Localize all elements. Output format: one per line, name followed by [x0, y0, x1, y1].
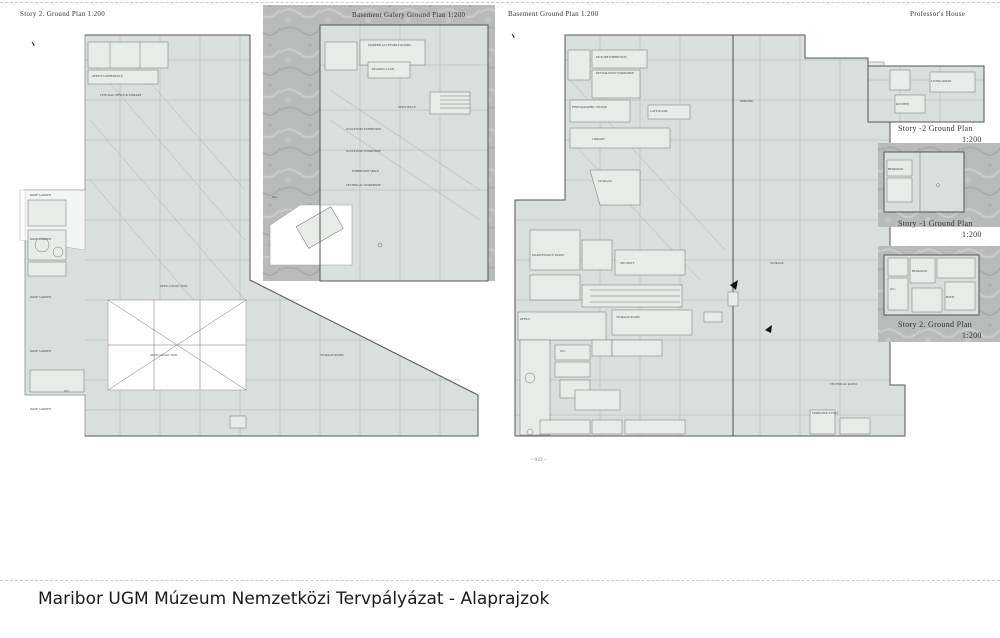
professors-house-plans: [868, 66, 1000, 342]
svg-text:BEDROOM: BEDROOM: [912, 269, 928, 273]
story-minus1-title: Story -1 Ground Plan: [898, 219, 973, 228]
svg-text:CENTRAL OFFICE & LIBRARY: CENTRAL OFFICE & LIBRARY: [100, 93, 142, 97]
page-number: - 022 -: [531, 458, 547, 463]
svg-text:W.C.: W.C.: [560, 349, 567, 353]
basement-gallery-plan-title: Basement Galery Ground Plan 1:200: [352, 11, 466, 19]
svg-text:MAINTENANCE ROOM: MAINTENANCE ROOM: [532, 253, 564, 257]
basement-gallery-plan: [263, 5, 495, 281]
north-arrow-icon: [512, 34, 514, 37]
bottom-dashed-rule: [0, 580, 1000, 581]
svg-text:ROOF GARDEN: ROOF GARDEN: [30, 349, 52, 353]
svg-text:ROOF GARDEN: ROOF GARDEN: [30, 295, 52, 299]
svg-text:OFFICE/CONFERENCE: OFFICE/CONFERENCE: [92, 74, 123, 78]
basement-plan: [515, 35, 905, 436]
svg-text:LIVING ROOM: LIVING ROOM: [931, 79, 952, 83]
svg-text:SCULPTURE WORKSHOP: SCULPTURE WORKSHOP: [346, 149, 381, 153]
svg-text:PHOTOGRAPHIC STUDIO: PHOTOGRAPHIC STUDIO: [572, 105, 607, 109]
professors-house-title: Professor's House: [910, 10, 966, 18]
svg-text:BATH: BATH: [946, 295, 954, 299]
svg-text:RESTORATION WORKSHOP: RESTORATION WORKSHOP: [596, 71, 634, 75]
story2-plan-title: Story 2. Ground Plan 1:200: [20, 10, 105, 18]
svg-text:STORAGE: STORAGE: [598, 179, 612, 183]
svg-text:LIBRARY: LIBRARY: [592, 137, 606, 141]
svg-text:SCULPTURE EXHIBITION: SCULPTURE EXHIBITION: [346, 127, 382, 131]
svg-text:ROOF GARDEN: ROOF GARDEN: [30, 237, 52, 241]
svg-text:EXHIBITION SPACE: EXHIBITION SPACE: [352, 169, 380, 173]
svg-text:OPEN COLLECTION: OPEN COLLECTION: [150, 353, 178, 357]
svg-text:OPEN SPACE: OPEN SPACE: [398, 105, 416, 109]
svg-text:TECHNICAL WORKSHOP: TECHNICAL WORKSHOP: [346, 183, 381, 187]
basement-plan-title: Basement Ground Plan 1:200: [508, 10, 599, 18]
svg-text:EMERGENCY EXIT: EMERGENCY EXIT: [812, 411, 839, 415]
svg-text:BEDROOM: BEDROOM: [888, 167, 904, 171]
svg-text:TECHNICAL ROOM: TECHNICAL ROOM: [830, 382, 857, 386]
svg-text:STORAGE ROOM: STORAGE ROOM: [320, 353, 344, 357]
story2-house-title: Story 2. Ground Plan: [898, 320, 972, 329]
story-minus2-title: Story -2 Ground Plan: [898, 124, 973, 133]
north-arrow-icon: [32, 42, 34, 45]
svg-text:STORAGE ROOM: STORAGE ROOM: [616, 315, 640, 319]
story2-house-scale: 1:200: [962, 331, 982, 340]
story-minus2-scale: 1:200: [962, 135, 982, 144]
story-minus1-scale: 1:200: [962, 230, 982, 239]
svg-text:READING CLUB: READING CLUB: [372, 67, 395, 71]
svg-text:ROOF GARDEN: ROOF GARDEN: [30, 193, 52, 197]
svg-text:STORAGE: STORAGE: [770, 261, 784, 265]
svg-text:ROOF GARDEN: ROOF GARDEN: [30, 407, 52, 411]
svg-text:KITCHEN: KITCHEN: [896, 102, 910, 106]
svg-text:PICTURE EXHIBITION: PICTURE EXHIBITION: [596, 55, 627, 59]
svg-text:SECURITY: SECURITY: [620, 261, 635, 265]
sheet-title: Maribor UGM Múzeum Nemzetközi Tervpályázat - Alaprajzok: [38, 589, 550, 609]
svg-text:W.C.: W.C.: [890, 287, 897, 291]
svg-text:MODERN ACCESSIBLE ROOMS: MODERN ACCESSIBLE ROOMS: [368, 43, 412, 47]
svg-text:OFFICE: OFFICE: [520, 317, 531, 321]
svg-text:PARKING: PARKING: [740, 99, 754, 103]
svg-text:W.C.: W.C.: [64, 389, 71, 393]
svg-text:W.C.: W.C.: [272, 195, 279, 199]
svg-text:OPEN COLLECTION: OPEN COLLECTION: [160, 284, 188, 288]
svg-text:CAFE ROOM: CAFE ROOM: [650, 109, 668, 113]
